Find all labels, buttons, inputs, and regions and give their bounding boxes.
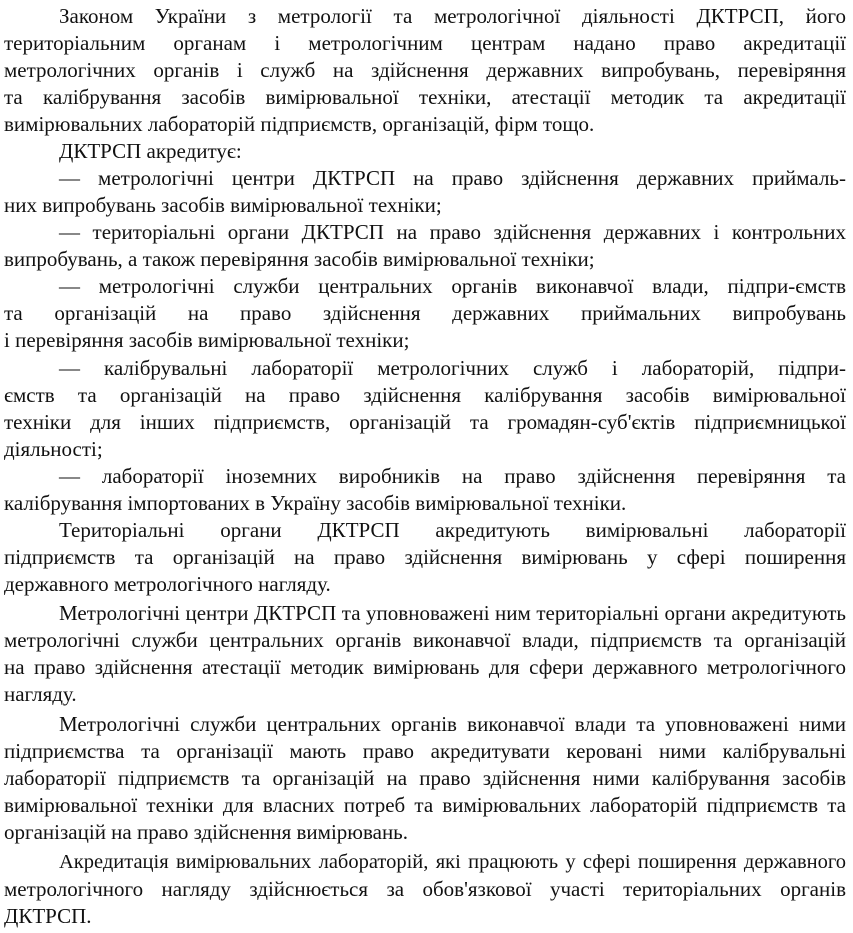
text-line: Метрологічні центри ДКТРСП та уповноважені ним територіальні органи акредитують <box>59 601 846 625</box>
text-line: територіальним органам і метрологічним центрам надано право акредитації <box>4 31 846 55</box>
text-line: підприємства та організації мають право акредитувати керовані ними калібрувальні <box>4 739 846 763</box>
text-line: вимірювальної техніки для власних потреб та вимірювальних лабораторій підприємств та <box>4 793 846 817</box>
text-line: метрологічних органів і служб на здійснення державних випробувань, перевіряння <box>4 58 846 82</box>
text-line: ДКТРСП акредитує: <box>59 139 242 163</box>
text-line: підприємств та організацій на право здійснення вимірювань у сфері поширення <box>4 545 846 569</box>
text-line: — метрологічні центри ДКТРСП на право здійснення державних приймаль- <box>59 166 846 190</box>
text-line: діяльності; <box>4 437 103 461</box>
text-line: калібрування імпортованих в Україну засобів вимірювальної техніки. <box>4 491 627 515</box>
text-line: метрологічні служби центральних органів виконавчої влади, підприємств та організацій <box>4 628 846 652</box>
text-line: Законом України з метрології та метрологічної діяльності ДКТРСП, його <box>59 4 846 28</box>
text-line: метрологічного нагляду здійснюється за обов'язкової участі територіальних органів <box>4 877 846 901</box>
text-line: організацій на право здійснення вимірювань. <box>4 820 409 844</box>
text-line: ємств та організацій на право здійснення калібрування засобів вимірювальної <box>4 383 846 407</box>
text-line: випробувань, а також перевіряння засобів вимірювальної техніки; <box>4 247 595 271</box>
text-line: нагляду. <box>4 682 77 706</box>
text-line: та організацій на право здійснення державних приймальних випробувань <box>4 301 846 325</box>
text-line: ДКТРСП. <box>4 904 92 928</box>
text-line: — калібрувальні лабораторії метрологічних служб і лабораторій, підпри- <box>59 356 846 380</box>
text-line: та калібрування засобів вимірювальної техніки, атестації методик та акредитації <box>4 85 846 109</box>
text-line: Метрологічні служби центральних органів виконавчої влади та уповноважені ними <box>59 712 846 736</box>
text-line: на право здійснення атестації методик вимірювань для сфери державного метрологічного <box>4 655 846 679</box>
text-line: техніки для інших підприємств, організацій та громадян-суб'єктів підприємницької <box>4 410 846 434</box>
text-line: — лабораторії іноземних виробників на право здійснення перевіряння та <box>59 464 846 488</box>
text-line: Територіальні органи ДКТРСП акредитують вимірювальні лабораторії <box>59 518 846 542</box>
text-line: вимірювальних лабораторій підприємств, організацій, фірм тощо. <box>4 112 595 136</box>
text-line: лабораторії підприємств та організацій на право здійснення ними калібрування засобів <box>4 766 846 790</box>
text-line: і перевіряння засобів вимірювальної техніки; <box>4 328 410 352</box>
text-line: них випробувань засобів вимірювальної техніки; <box>4 193 442 217</box>
text-line: Акредитація вимірювальних лабораторій, які працюють у сфері поширення державного <box>59 851 846 873</box>
text-line: — територіальні органи ДКТРСП на право здійснення державних і контрольних <box>59 220 846 244</box>
text-line: державного метрологічного нагляду. <box>4 572 331 596</box>
text-line: — метрологічні служби центральних органів виконавчої влади, підпри-ємств <box>59 274 846 298</box>
